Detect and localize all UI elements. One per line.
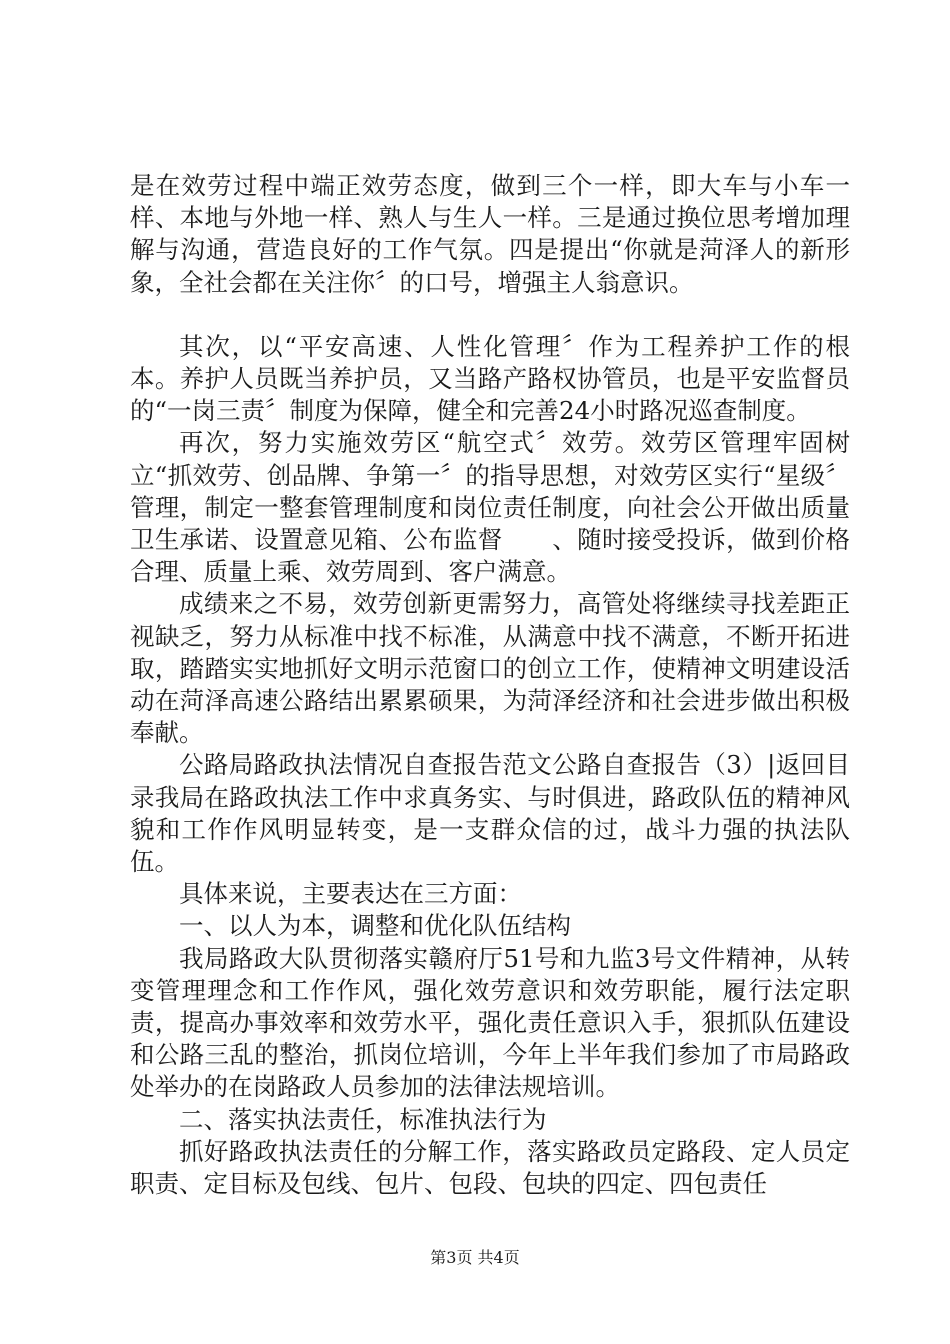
paragraph-continuation: 是在效劳过程中端正效劳态度，做到三个一样，即大车与小车一样、本地与外地一样、熟人与生人一样。三是通过换位思考增加理解与沟通，营造良好的工作气氛。四是提出“你就是菏泽人的新形象，全社会都在关注你〞的口号，增强主人翁意识。 [130,171,850,297]
document-body [130,170,850,1200]
paragraph: 具体来说，主要表达在三方面： [179,879,522,909]
paragraph: 我局路政大队贯彻落实赣府厅51号和九监3号文件精神，从转变管理理念和工作作风，强化效劳意识和效劳职能，履行法定职责，提高办事效率和效劳水平，强化责任意识入手，狠抓队伍建设和公路三乱的整治，抓岗位培训，今年上半年我们参加了市局路政处举办的在岗路政人员参加的法律法规培训。 [130,943,850,1102]
page-number-footer: 第3页 共4页 [430,1248,520,1267]
paragraph: 公路局路政执法情况自查报告范文公路自查报告（3）|返回目录我局在路政执法工作中求真务实、与时俱进，路政队伍的精神风貌和工作作风明显转变，是一支群众信的过，战斗力强的执法队伍。 [130,750,850,877]
paragraph: 其次，以“平安高速、人性化管理〞作为工程养护工作的根本。养护人员既当养护员，又当路产路权协管员，也是平安监督员的“一岗三责〞制度为保障，健全和完善24小时路况巡查制度。 [130,331,850,426]
paragraph: 再次，努力实施效劳区“航空式〞效劳。效劳区管理牢固树立“抓效劳、创品牌、争第一〞的指导思想，对效劳区实行“星级〞管理，制定一整套管理制度和岗位责任制度，向社会公开做出质量卫生承诺、设置意见箱、公布监督 、随时接受投诉，做到价格合理、质量上乘、效劳周到、客户满意。 [130,428,850,587]
section-heading: 一、以人为本，调整和优化队伍结构 [179,911,571,941]
section-heading: 二、落实执法责任，标准执法行为 [179,1104,547,1134]
paragraph: 成绩来之不易，效劳创新更需努力，高管处将继续寻找差距正视缺乏，努力从标准中找不标准，从满意中找不满意，不断开拓进取，踏踏实实地抓好文明示范窗口的创立工作，使精神文明建设活动在菏泽高速公路结出累累硕果，为菏泽经济和社会进步做出积极奉献。 [130,589,850,748]
paragraph: 抓好路政执法责任的分解工作，落实路政员定路段、定人员定职责、定目标及包线、包片、包段、包块的四定、四包责任 [130,1136,850,1199]
